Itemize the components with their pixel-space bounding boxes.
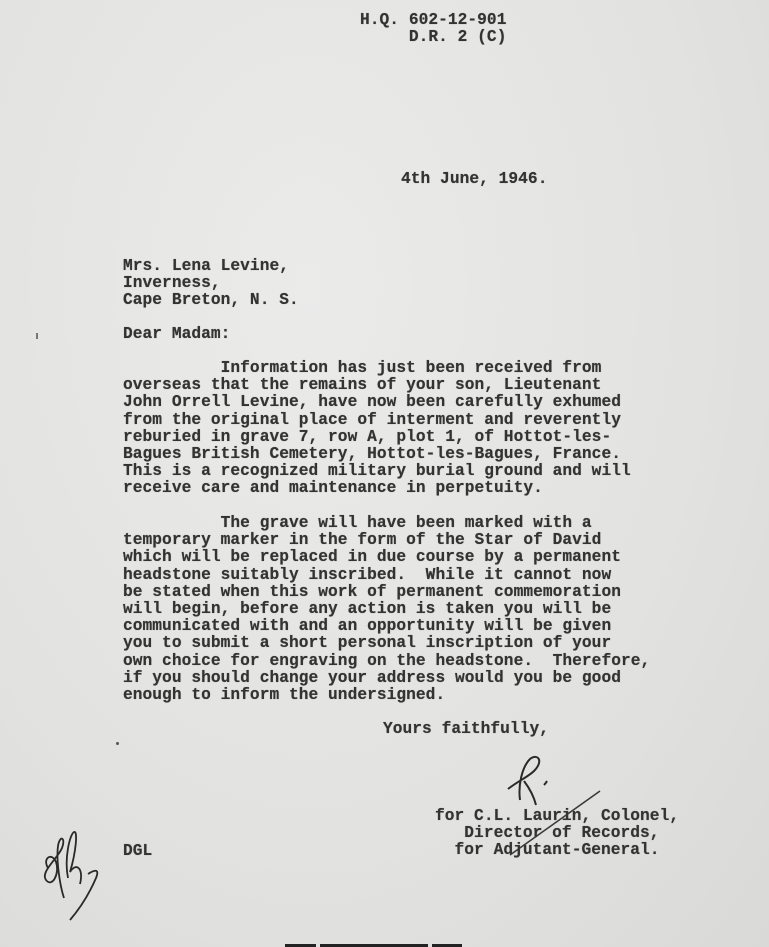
signatory-line-1: for C.L. Laurin, Colonel, [435,807,680,825]
salutation: Dear Madam: [123,325,231,343]
text-line: This is a recognized military burial ground and will [123,462,631,481]
signatory-line-2: Director of Records, [435,824,660,843]
paragraph-1 [123,360,631,498]
text-line: The grave will have been marked with a [123,514,592,532]
recipient-address [123,258,299,310]
text-line: from the original place of interment and reverently [123,410,621,429]
recipient-line-2: Inverness, [123,274,221,293]
text-line: which will be replaced in due course by a permanent [123,548,621,567]
signatory-line-3: for Adjutant-General. [435,841,660,860]
text-line: enough to inform the undersigned. [123,686,446,705]
text-line: Bagues British Cemetery, Hottot-les-Bagues, France. [123,445,621,464]
text-line: reburied in grave 7, row A, plot 1, of Hottot-les- [123,427,612,446]
text-line: headstone suitably inscribed. While it cannot now [123,565,612,584]
text-line: overseas that the remains of your son, Lieutenant [123,376,602,395]
text-line: if you should change your address would you be good [123,668,621,687]
text-line: you to submit a short personal inscription of your [123,634,612,653]
complimentary-close: Yours faithfully, [383,720,549,738]
letter-date: 4th June, 1946. [401,170,548,188]
reference-line-2: D.R. 2 (C) [360,28,507,47]
text-line: own choice for engraving on the headstone. Therefore, [123,651,651,670]
text-line: communicated with and an opportunity will be given [123,617,612,636]
reference-line-1: H.Q. 602-12-901 [360,11,507,29]
text-line: will begin, before any action is taken you will be [123,600,612,619]
signature-block [435,808,679,860]
paper-speck [116,742,119,745]
text-line: Information has just been received from [123,359,602,377]
text-line: receive care and maintenance in perpetuity. [123,479,543,498]
file-reference [360,12,506,46]
paragraph-2 [123,515,650,704]
recipient-name: Mrs. Lena Levine, [123,257,289,275]
text-line: be stated when this work of permanent commemoration [123,582,621,601]
text-line: temporary marker in the form of the Star of David [123,531,602,550]
handwritten-initials-icon [38,828,108,923]
text-line: John Orrell Levine, have now been carefully exhumed [123,393,621,412]
typist-initials: DGL [123,842,153,860]
paper-speck [36,333,38,339]
recipient-line-3: Cape Breton, N. S. [123,291,299,310]
